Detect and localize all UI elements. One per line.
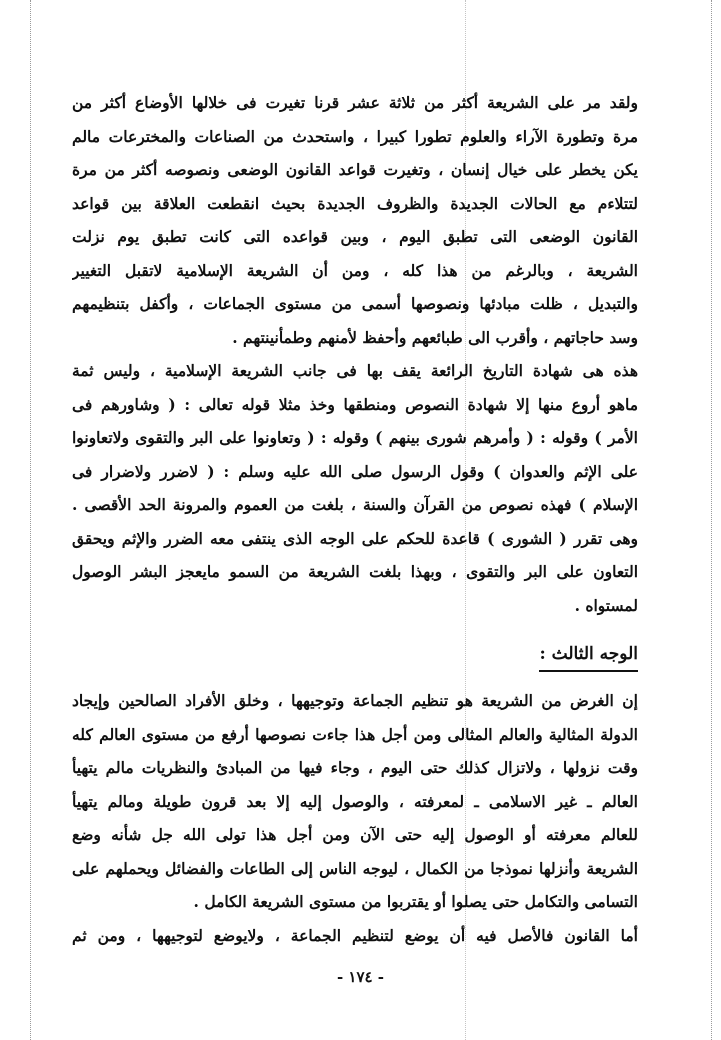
- paragraph-4: [72, 919, 638, 953]
- text-line: وسد حاجاتهم ، وأقرب الى طبائعهم وأحفظ لأمنهم وطمأنينتهم .: [232, 327, 638, 347]
- text-line: التعاون على البر والتقوى ، وبهذا بلغت الشريعة من السمو مايعجز البشر الوصول: [72, 562, 638, 581]
- text-line: ولقد مر على الشريعة أكثر من ثلاثة عشر قرنا تغيرت فى خلالها الأوضاع أكثر من: [72, 93, 638, 112]
- section-heading: الوجه الثالث :: [539, 639, 638, 672]
- text-line: وقت نزولها ، ولاتزال كذلك حتى اليوم ، وجاء فيها من المبادئ والنظريات مالم يتهيأ: [72, 758, 638, 777]
- text-line: هذه هى شهادة التاريخ الرائعة يقف بها فى جانب الشريعة الإسلامية ، وليس ثمة: [72, 361, 638, 380]
- right-dotted-guide: [711, 0, 712, 1040]
- left-dotted-guide: [30, 0, 31, 1040]
- text-line: أما القانون فالأصل فيه أن يوضع لتنظيم الجماعة ، ولايوضع لتوجيهها ، ومن ثم: [72, 925, 638, 945]
- paragraph-2: [72, 354, 638, 622]
- text-line: الدولة المثالية والعالم المثالى ومن أجل هذا جاءت نصوصها أرفع من مستوى العالم كله: [72, 724, 638, 744]
- text-line: ماهو أروع منها إلا شهادة النصوص ومنطقها وخذ مثلا قوله تعالى : ( وشاورهم فى: [72, 394, 638, 414]
- text-line: العالم ـ غير الاسلامى ـ لمعرفته ، والوصول إليه إلا بعد قرون طويلة ومالم يتهيأ: [72, 791, 638, 811]
- text-line: مرة وتطورة الآراء والعلوم تطورا كبيرا ، واستحدث من الصناعات والمخترعات مالم: [72, 126, 638, 146]
- text-line: القانون الوضعى التى تطبق اليوم ، وبين قواعده التى كانت تطبق يوم نزلت: [72, 227, 638, 246]
- text-line: والتبديل ، ظلت مبادئها ونصوصها أسمى من مستوى الجماعات ، وأكفل بتنظيمهم: [72, 294, 638, 313]
- text-line: على الإثم والعدوان ) وقول الرسول صلى الله عليه وسلم : ( لاضرر ولاضرار فى: [72, 461, 638, 481]
- section-heading-wrap: [72, 622, 638, 672]
- paragraph-1: [72, 86, 638, 354]
- page-number: - ١٧٤ -: [336, 968, 385, 986]
- body-text: [72, 86, 638, 952]
- text-line: الأمر ) وقوله : ( وأمرهم شورى بينهم ) وقوله : ( وتعاونوا على البر والتقوى ولاتعاونوا: [72, 428, 638, 447]
- text-line: الشريعة ، وبالرغم من هذا كله ، ومن أن الشريعة الإسلامية لاتقبل التغيير: [72, 260, 638, 280]
- paragraph-3: [72, 684, 638, 919]
- text-line: يكن يخطر على خيال إنسان ، وتغيرت قواعد القانون الوضعى ونصوصه أكثر من مرة: [72, 160, 638, 179]
- text-line: لتتلاءم مع الحالات الجديدة والظروف الجديدة بحيث انقطعت العلاقة بين قواعد: [72, 193, 638, 213]
- text-line: الإسلام ) فهذه نصوص من القرآن والسنة ، بلغت من العموم والمرونة الحد الأقصى .: [72, 495, 638, 514]
- text-line: وهى تقرر ( الشورى ) قاعدة للحكم على الوجه الذى ينتفى معه الضرر والإثم ويحقق: [72, 528, 638, 548]
- text-line: الشريعة وأنزلها نموذجا من الكمال ، ليوجه الناس إلى الطاعات والفضائل ويحملهم على: [72, 858, 638, 878]
- text-line: إن الغرض من الشريعة هو تنظيم الجماعة وتوجيهها ، وخلق الأفراد الصالحين وإيجاد: [72, 691, 638, 710]
- heading-spacer: [72, 672, 638, 684]
- text-line: للعالم معرفته أو الوصول إليه حتى الآن ومن أجل هذا تولى الله جل شأنه وضع: [72, 825, 638, 844]
- text-line: لمستواه .: [574, 595, 638, 615]
- text-line: التسامى والتكامل حتى يصلوا أو يقتربوا من مستوى الشريعة الكامل .: [193, 892, 638, 911]
